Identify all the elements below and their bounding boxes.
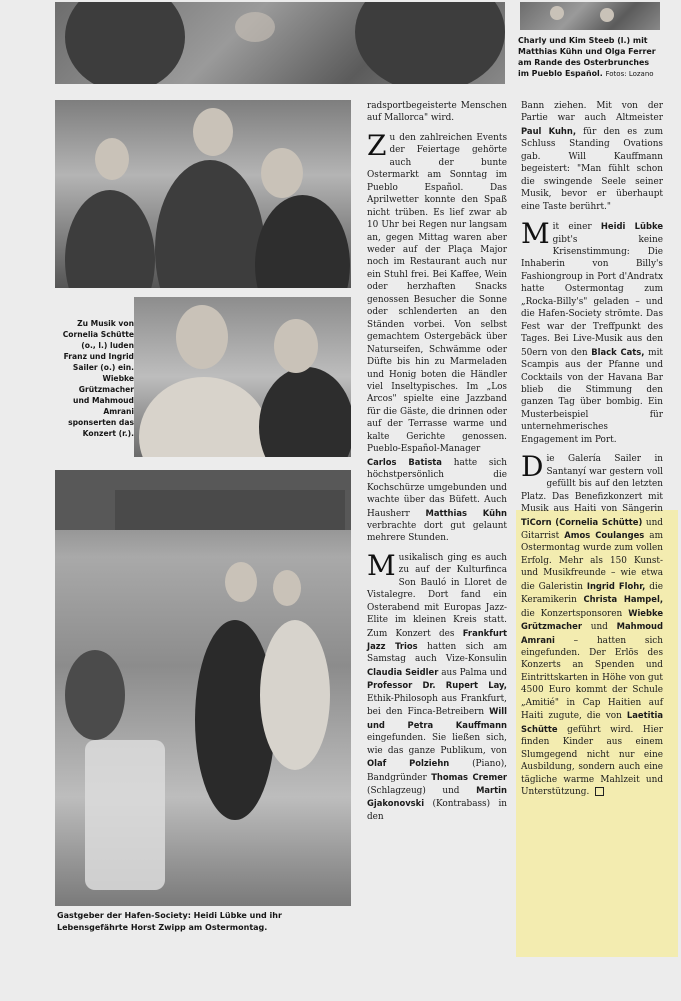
paragraph-text: am Ostermontag wurde zum vollen Erfolg. Mehr als 150 Kunst- und Musikfreunde – wie etwa die Galeristin <box>521 530 663 592</box>
photo-sailer-schuette <box>55 100 351 288</box>
paragraph-text: aus Palma und <box>441 667 507 678</box>
person-name: Paul Kuhn, <box>521 125 577 136</box>
drop-cap: M <box>521 217 550 251</box>
person-name: Christa Hampel, <box>583 594 663 605</box>
paragraph-text: die Keramikerin <box>521 581 664 606</box>
caption-bottom: Gastgeber der Hafen-Society: Heidi Lübke und ihr Lebensgefährte Horst Zwipp am Ostermontag. <box>57 911 282 932</box>
person-name: Wiebke Grützmacher <box>521 607 664 632</box>
paragraph-text: verbrachte dort gut gelaunt mehrere Stunden. <box>367 520 507 544</box>
drop-cap: D <box>521 450 544 484</box>
person-name: Claudia Seidler <box>367 666 439 677</box>
person-name: Heidi Lübke <box>600 221 663 232</box>
photo-steeb <box>520 2 660 30</box>
paragraph-text: hatten sich am Samstag auch Vize-Konsulin <box>367 642 508 665</box>
band-name: Frankfurt Jazz Trios <box>367 627 507 652</box>
paragraph-text: Bann ziehen. Mit von der Partie war auch Altmeister <box>521 101 663 124</box>
paragraph-text: Ethik-Philosoph aus Frankfurt, bei den Finca-Betreibern <box>367 693 507 718</box>
paragraph-text: für den es zum Schluss Standing Ovations gab. Will Kauffmann begeistert: "Man fühlt schon die swingende Seele seiner Musik, bevor er überhaupt eine Taste berührt." <box>521 126 663 212</box>
photo-hafen-society <box>55 470 351 906</box>
paragraph-text: (Piano), Bandgründer <box>367 759 507 783</box>
paragraph <box>521 100 663 213</box>
paragraph-text: (Schlagzeug) und <box>367 786 460 797</box>
photo-top-crowd <box>55 2 505 84</box>
person-name: Olaf Polziehn <box>367 758 450 769</box>
paragraph-text: die Konzertsponsoren <box>521 608 623 619</box>
drop-cap: Z <box>367 128 387 162</box>
person-name: TiCorn (Cornelia Schütte) <box>521 516 643 527</box>
paragraph-text: usikalisch ging es auch zu auf der Kulturfinca Son Bauló in Lloret de Vistalegre. Dort fand ein Osterabend mit Europas Jazz-Elite im kleinen Kreis statt. Zum Konzert des <box>367 552 507 639</box>
person-name: Laetitia Schütte <box>521 710 663 734</box>
caption-top-right-text: Charly und Kim Steeb (l.) mit Matthias Kühn und Olga Ferrer am Rande des Osterbrunches im Pueblo Español. <box>518 36 656 78</box>
caption-top-right <box>518 35 658 80</box>
paragraph <box>521 450 664 798</box>
paragraph-text: mit Scampis aus der Pfanne und Cocktails von der Havana Bar blieb die Stimmung den ganzen Tag über bombig. Ein Musterbeispiel für unternehmerisches Engagement im Port. <box>521 347 663 445</box>
paragraph-text: gibt's keine Krisenstimmung: Die Inhaberin von Billy's Fashiongroup in Port d'Andratx hatte Ostermontag zum „Rocka-Billy's" geladen – und die Hafen-Society strömte. Das Fest war der Treffpunkt des Tages. Bei Live-Musik aus den 50ern von den <box>521 234 663 358</box>
person-name: Martin Gjakonovski <box>367 785 508 809</box>
person-name: Thomas Cremer <box>431 771 507 782</box>
paragraph-text: geführt wird. Hier finden Kinder aus einem Slumgegend nicht nur eine Ausbildung, sondern auch eine tägliche warme Mahlzeit und Unterstützung. <box>521 724 663 798</box>
paragraph-text: radsportbegeisterte Menschen auf Mallorca" wird. <box>367 101 507 124</box>
photo-credit: Fotos: Lozano <box>605 70 654 78</box>
person-name: Mahmoud Amrani <box>521 621 664 645</box>
paragraph-text: it einer <box>552 222 592 233</box>
paragraph-text: eingefunden. Sie ließen sich, wie das ganze Publikum, von <box>367 733 507 756</box>
person-name: Ingrid Flohr, <box>586 580 646 591</box>
person-name: Amos Coulanges <box>564 529 645 540</box>
photo-gruetzmacher-amrani <box>134 297 351 457</box>
caption-side: Zu Musik von Cornelia Schütte (o., l.) luden Franz und Ingrid Sailer (o.) ein. Wiebke Grützmacher und Mahmoud Amrani sponserten das Konzert (r.). <box>62 319 134 438</box>
band-name: Black Cats, <box>591 346 645 357</box>
paragraph-text: ie Galería Sailer in Santanyí war gestern voll gefüllt bis auf den letzten Platz. Das Benefizkonzert mit Musik aus Haiti von Sängerin <box>521 454 663 515</box>
article-column-2 <box>521 100 663 805</box>
paragraph <box>367 548 508 824</box>
article-column-1 <box>367 100 507 830</box>
paragraph <box>367 128 508 545</box>
person-name: Matthias Kühn <box>425 507 508 518</box>
drop-cap: M <box>367 548 396 582</box>
person-name: Will und Petra Kauffmann <box>367 706 507 730</box>
person-name: Carlos Batista <box>367 456 442 467</box>
paragraph-text: u den zahlreichen Events der Feiertage gehörte auch der bunte Ostermarkt am Sonntag im Pueblo Español. Das Aprilwetter konnte den Spaß nicht trüben. Es lief zwar ab 10 Uhr bei Regen nur langsam an, gegen Mittag waren aber weder auf der Plaça Major noch im Restaurant auch nur ein Stuhl frei. Bei Kaffee, Wein oder herzhaften Snacks genossen Besucher die Sonne oder schlenderten an den Ständen vorbei. Von selbst gemachtem Ostergebäck über Naturseifen, Schwämme oder Düfte bis hin zu Marmeladen und Honig boten die Händler viel Inseltypisches. Im „Los Arcos" spielte eine Jazzband für die Gäste, die drinnen oder auf der Terrasse warme und kalte Gerichte genossen. Pueblo-Español-Manager <box>367 132 507 455</box>
paragraph-text: – hatten sich eingefunden. Der Erlös des Konzerts an Spenden und Eintrittskarten in Höhe von gut 4500 Euro kommt der Schule „Amitié" in Cap Haitien auf Haiti zugute, die von <box>521 635 663 722</box>
paragraph-text: und Gitarrist <box>521 517 663 541</box>
paragraph <box>367 100 507 125</box>
paragraph <box>521 217 663 446</box>
paragraph-text: hatte sich höchstpersönlich die Kochschürze umgebunden und wachte über das Büfett. Auch Hausherr <box>367 457 507 519</box>
paragraph-text: und <box>590 622 608 633</box>
paragraph-text: (Kontrabass) in den <box>367 799 507 822</box>
person-name: Professor Dr. Rupert Lay, <box>367 680 507 691</box>
end-of-article-icon <box>595 787 604 796</box>
